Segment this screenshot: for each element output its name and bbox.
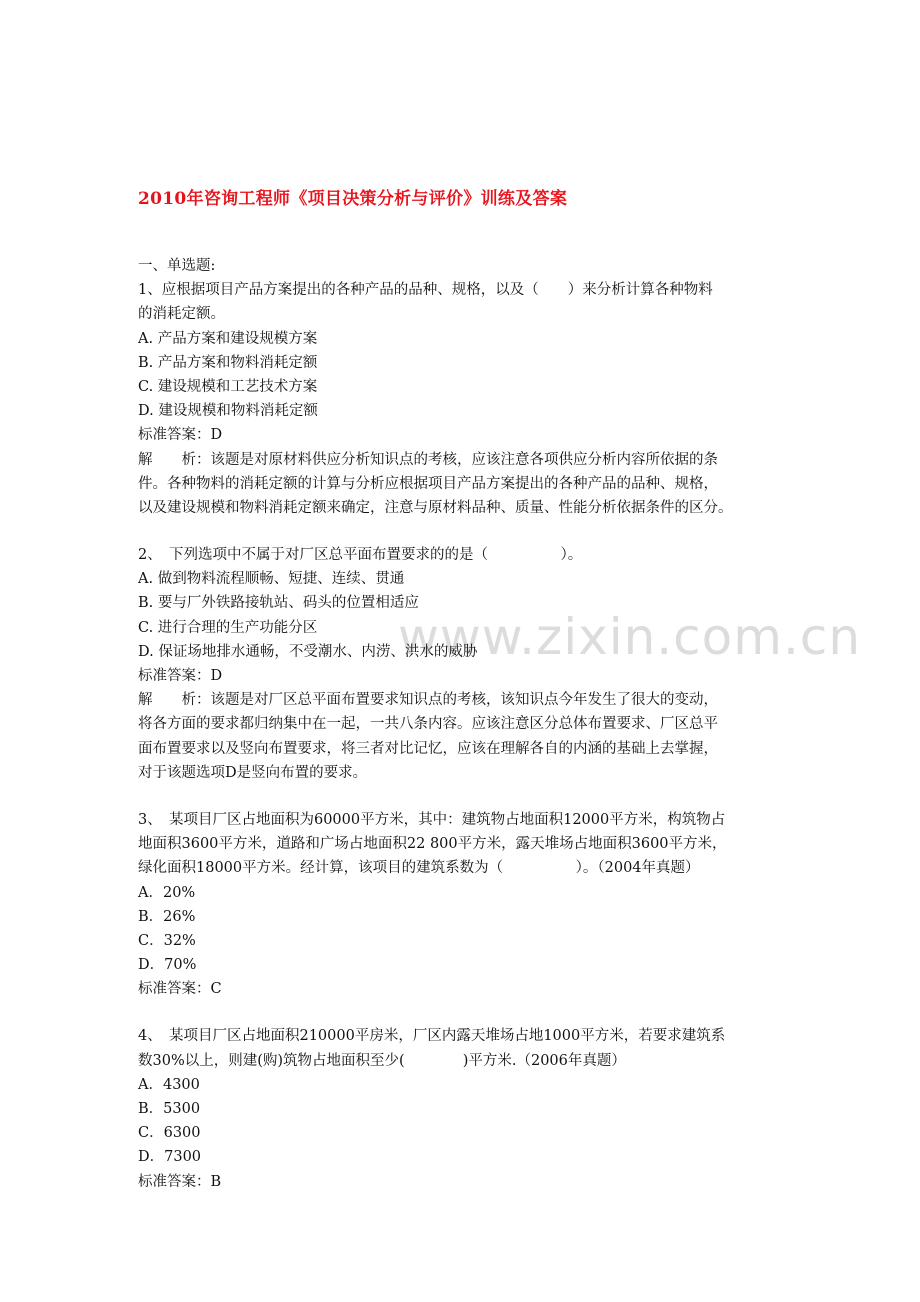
- analysis-line: 件。各种物料的消耗定额的计算与分析应根据项目产品方案提出的各种产品的品种、规格，: [138, 475, 718, 492]
- question-stem-line: 的消耗定额。: [138, 306, 225, 323]
- question-3: [138, 808, 784, 1002]
- section-heading: 一、单选题:: [138, 258, 216, 274]
- question-stem-line: 绿化面积18000平方米。经计算，该项目的建筑系数为（ ）。（2004年真题）: [138, 860, 700, 877]
- question-1: [138, 278, 784, 520]
- question-stem-line: 地面积3600平方米，道路和广场占地面积22 800平方米，露天堆场占地面积3600平方米，: [138, 836, 727, 853]
- document-title: 2010年咨询工程师《项目决策分析与评价》训练及答案: [138, 189, 568, 209]
- option-a: A. 产品方案和建设规模方案: [138, 330, 318, 347]
- option-b: B．5300: [138, 1101, 201, 1117]
- analysis-line: 解 析：该题是对厂区总平面布置要求知识点的考核，该知识点今年发生了很大的变动，: [138, 692, 718, 709]
- option-c: C．32%: [138, 932, 196, 949]
- question-4: [138, 1024, 784, 1193]
- question-stem-line: 4、 某项目厂区占地面积210000平房米，厂区内露天堆场占地1000平方米，若要求建筑系: [138, 1028, 726, 1045]
- option-c: C. 建设规模和工艺技术方案: [138, 378, 318, 395]
- question-stem-line: 3、 某项目厂区占地面积为60000平方米，其中：建筑物占地面积12000平方米，构筑物占: [138, 811, 726, 828]
- standard-answer: 标准答案：C: [138, 981, 222, 998]
- option-a: A. 做到物料流程顺畅、短捷、连续、贯通: [138, 571, 405, 588]
- watermark: www.zixin.com.cn: [398, 608, 862, 666]
- option-d: D．70%: [138, 957, 197, 974]
- option-b: B. 要与厂外铁路接轨站、码头的位置相适应: [138, 595, 419, 612]
- option-a: A．4300: [138, 1076, 200, 1093]
- analysis-line: 解 析：该题是对原材料供应分析知识点的考核，应该注意各项供应分析内容所依据的条: [138, 451, 718, 468]
- option-d: D．7300: [138, 1149, 202, 1166]
- question-2: [138, 543, 784, 785]
- question-stem-line: 数30%以上，则建(购)筑物占地面积至少( )平方米.（2006年真题）: [138, 1052, 626, 1069]
- option-d: D. 建设规模和物料消耗定额: [138, 403, 318, 420]
- analysis-line: 对于该题选项D是竖向布置的要求。: [138, 764, 368, 781]
- question-stem-line: 2、 下列选项中不属于对厂区总平面布置要求的的是（ ）。: [138, 547, 583, 564]
- option-a: A．20%: [138, 884, 196, 901]
- document-body: [138, 254, 784, 1194]
- question-stem-line: 1、应根据项目产品方案提出的各种产品的品种、规格，以及（ ）来分析计算各种物料: [138, 282, 713, 299]
- standard-answer: 标准答案：D: [138, 427, 223, 444]
- option-d: D. 保证场地排水通畅，不受潮水、内涝、洪水的威胁: [138, 643, 478, 660]
- analysis-line: 将各方面的要求都归纳集中在一起，一共八条内容。应该注意区分总体布置要求、厂区总平: [138, 716, 718, 733]
- option-c: C. 进行合理的生产功能分区: [138, 619, 318, 636]
- option-b: B. 产品方案和物料消耗定额: [138, 354, 318, 371]
- option-b: B．26%: [138, 908, 196, 925]
- standard-answer: 标准答案：B: [138, 1173, 222, 1190]
- analysis-line: 以及建设规模和物料消耗定额来确定，注意与原材料品种、质量、性能分析依据条件的区分。: [138, 499, 733, 516]
- analysis-line: 面布置要求以及竖向布置要求，将三者对比记忆，应该在理解各自的内涵的基础上去掌握，: [138, 740, 718, 757]
- standard-answer: 标准答案：D: [138, 668, 223, 684]
- option-c: C．6300: [138, 1125, 201, 1142]
